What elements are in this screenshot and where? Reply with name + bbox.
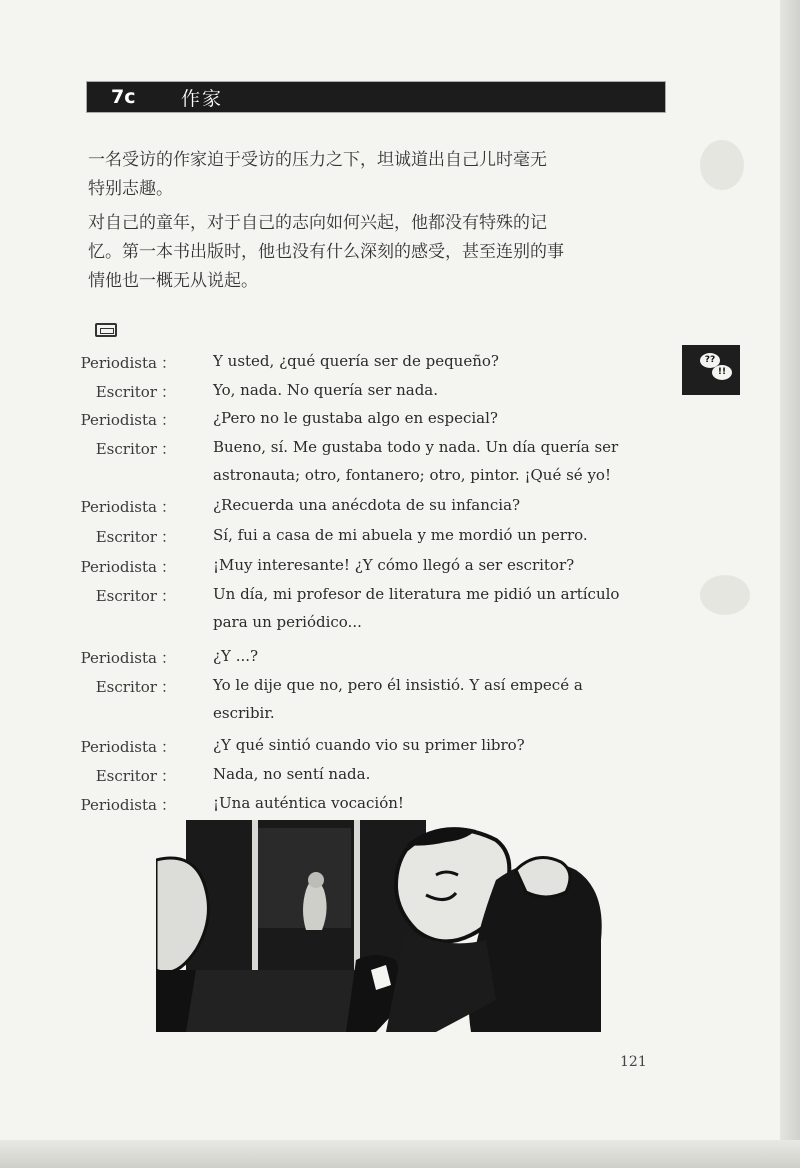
dialogue-line: ¿Recuerda una anécdota de su infancia? bbox=[213, 496, 521, 514]
bleed-through-mark bbox=[700, 140, 744, 190]
intro-line: 特别志趣。 bbox=[88, 179, 173, 199]
dialogue-line: Sí, fui a casa de mi abuela y me mordió un perro. bbox=[213, 526, 588, 544]
speech-bubbles-icon bbox=[682, 345, 740, 395]
writer-interview-illustration bbox=[156, 820, 616, 1032]
question-bubble: ?? bbox=[700, 353, 720, 368]
dialogue-line: ¿Y ...? bbox=[213, 647, 259, 665]
speaker-label: Escritor ： bbox=[95, 767, 176, 785]
section-title: 作家 bbox=[181, 87, 224, 110]
speaker-label: Periodista ： bbox=[80, 498, 176, 516]
dialogue-line: Un día, mi profesor de literatura me pidió un artículo para un periódico... bbox=[213, 585, 620, 631]
speaker-label: Escritor ： bbox=[95, 678, 176, 696]
speaker-label: Periodista ： bbox=[80, 558, 176, 576]
speaker-label: Periodista ： bbox=[80, 354, 176, 372]
intro-line: 情他也一概无从说起。 bbox=[88, 271, 258, 291]
section-number: 7c bbox=[111, 86, 136, 108]
section-header bbox=[86, 81, 666, 113]
dialogue-line: ¡Una auténtica vocación! bbox=[213, 794, 404, 812]
speaker-label: Escritor ： bbox=[95, 528, 176, 546]
intro-paragraph-2 bbox=[88, 209, 668, 296]
speaker-label: Escritor ： bbox=[95, 587, 176, 605]
bleed-through-mark bbox=[700, 575, 750, 615]
exclamation-bubble: !! bbox=[712, 365, 732, 380]
intro-line: 一名受访的作家迫于受访的压力之下，坦诚道出自己儿时毫无 bbox=[88, 150, 547, 170]
speaker-label: Periodista ： bbox=[80, 796, 176, 814]
page-number: 121 bbox=[620, 1054, 647, 1070]
dialogue-line: Bueno, sí. Me gustaba todo y nada. Un día quería ser astronauta; otro, fontanero; otro, pintor. ¡Qué sé yo! bbox=[213, 438, 619, 484]
dialogue-line: Nada, no sentí nada. bbox=[213, 765, 371, 783]
page-edge-right bbox=[780, 0, 800, 1168]
speaker-label: Periodista ： bbox=[80, 411, 176, 429]
intro-line: 忆。第一本书出版时，他也没有什么深刻的感受，甚至连别的事 bbox=[88, 242, 564, 262]
dialogue-line: ¡Muy interesante! ¿Y cómo llegó a ser escritor? bbox=[213, 556, 575, 574]
dialogue-line: ¿Pero no le gustaba algo en especial? bbox=[213, 409, 498, 427]
speaker-label: Periodista ： bbox=[80, 738, 176, 756]
page-edge-bottom bbox=[0, 1140, 800, 1168]
speaker-label: Escritor ： bbox=[95, 440, 176, 458]
intro-paragraph-1 bbox=[88, 146, 668, 204]
dialogue-line: Y usted, ¿qué quería ser de pequeño? bbox=[213, 352, 499, 370]
intro-line: 对自己的童年，对于自己的志向如何兴起，他都没有特殊的记 bbox=[88, 213, 547, 233]
speaker-label: Periodista ： bbox=[80, 649, 176, 667]
cassette-icon[interactable] bbox=[95, 323, 117, 337]
dialogue-line: ¿Y qué sintió cuando vio su primer libro? bbox=[213, 736, 525, 754]
dialogue-line: Yo, nada. No quería ser nada. bbox=[213, 381, 439, 399]
dialogue-line: Yo le dije que no, pero él insistió. Y así empecé a escribir. bbox=[213, 676, 583, 722]
speaker-label: Escritor ： bbox=[95, 383, 176, 401]
